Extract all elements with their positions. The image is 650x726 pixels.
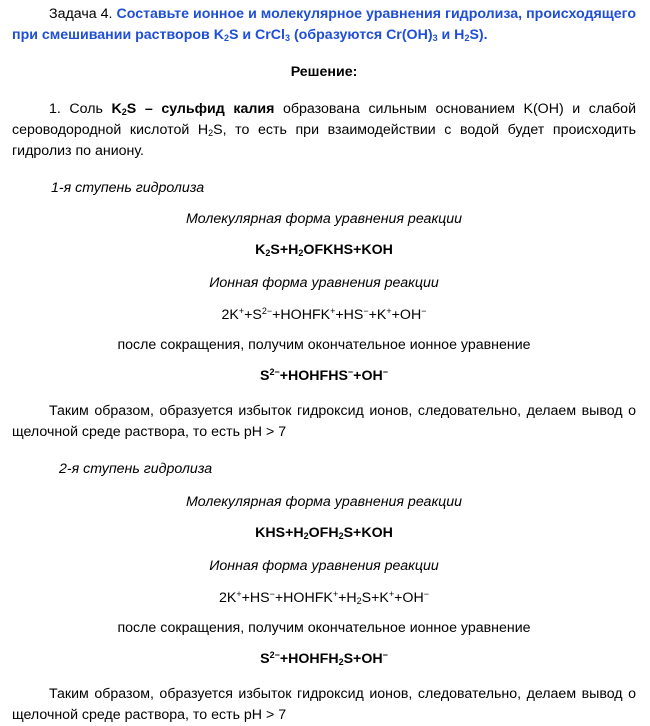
stage2-conclusion: Таким образом, образуется избыток гидроксид ионов, следовательно, делаем вывод о щелочной среде раствора, то есть pH > 7 [12, 686, 636, 723]
stage1-title: 1-я ступень гидролиза [51, 180, 205, 196]
stage2-mol-caption: Молекулярная форма уравнения реакции [185, 494, 463, 510]
stage1-conclusion: Таким образом, образуется избыток гидроксид ионов, следовательно, делаем вывод о щелочной среде раствора, то есть pH > 7 [12, 403, 636, 440]
intro-paragraph: 1. Соль $K_2S$ – сульфид калия образована сильным основанием K(OH) и слабой сероводородной кислотой $H_2S$, то есть при взаимодействии с водой будет происходить гидролиз по аниону. [12, 101, 636, 159]
stage2-reduce-caption: после сокращения, получим окончательное ионное уравнение [117, 620, 531, 636]
stage1-ion-caption: Ионная форма уравнения реакции [209, 275, 439, 291]
task-prefix: Задача 4. [49, 6, 117, 22]
stage1-mol-caption: Молекулярная форма уравнения реакции [185, 211, 463, 227]
stage1-ion-equation: $2K^++S^{2-}+HOHFK^++HS^-+K^++OH^-$ [221, 306, 427, 323]
stage2-title: 2-я ступень гидролиза [59, 461, 213, 477]
solution-heading: Решение: [290, 64, 358, 80]
task-text: Составьте ионное и молекулярное уравнения гидролиза, происходящего при смешивании растворов $K_2S$ и CrCl$_3$ (образуются $Cr(OH)_3$ и $H_2S$). [12, 6, 636, 43]
stage2-ion-equation: $2K^++HS^-+HOHFK^++H_2S+K^++OH^-$ [219, 589, 429, 606]
task-statement [12, 4, 636, 46]
salt-name: $K_2S$ – сульфид калия [111, 101, 275, 117]
stage1-reduce-caption: после сокращения, получим окончательное ионное уравнение [117, 337, 531, 353]
stage1-net-equation: $S^{2-}+HOHFHS^-+OH^-$ [259, 367, 389, 384]
stage1-mol-equation: $K_2S+H_2OFKHS+KOH$ [255, 242, 393, 258]
stage2-mol-equation: $KHS+H_2OFH_2S+KOH$ [255, 525, 393, 541]
stage2-net-equation: $S^{2-}+HOHFH_2S+OH^-$ [260, 650, 388, 667]
stage2-ion-caption: Ионная форма уравнения реакции [209, 558, 439, 574]
